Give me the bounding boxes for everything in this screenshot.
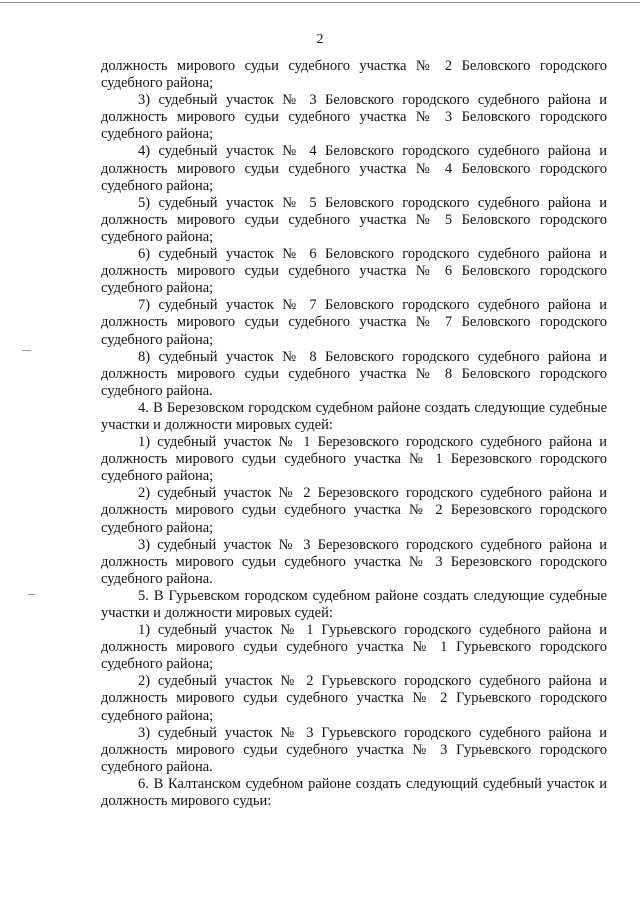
paragraph: 5. В Гурьевском городском судебном районе создать следующие судебные участки и должности мировых судей: xyxy=(101,587,607,621)
paragraph: 4) судебный участок № 4 Беловского городского судебного района и должность мирового судьи судебного участка № 4 Беловского городского судебного района; xyxy=(101,143,607,194)
paragraph: 2) судебный участок № 2 Гурьевского городского судебного района и должность мирового судьи судебного участка № 2 Гурьевского городского судебного района; xyxy=(101,673,607,724)
paragraph: 6) судебный участок № 6 Беловского городского судебного района и должность мирового судьи судебного участка № 6 Беловского городского судебного района; xyxy=(101,246,607,297)
paragraph: 6. В Калтанском судебном районе создать следующий судебный участок и должность мирового судьи: xyxy=(101,775,607,810)
margin-scan-mark xyxy=(28,594,35,595)
paragraph: 3) судебный участок № 3 Гурьевского городского судебного района и должность мирового судьи судебного участка № 3 Гурьевского городского судебного района. xyxy=(101,724,607,775)
paragraph: 3) судебный участок № 3 Березовского городского судебного района и должность мирового судьи судебного участка № 3 Березовского городского судебного района. xyxy=(101,536,607,587)
margin-scan-mark xyxy=(22,350,31,351)
paragraph: 1) судебный участок № 1 Гурьевского городского судебного района и должность мирового судьи судебного участка № 1 Гурьевского городского судебного района; xyxy=(101,622,607,673)
paragraph: 2) судебный участок № 2 Березовского городского судебного района и должность мирового судьи судебного участка № 2 Березовского городского судебного района; xyxy=(101,485,607,536)
paragraph: 8) судебный участок № 8 Беловского городского судебного района и должность мирового судьи судебного участка № 8 Беловского городского судебного района. xyxy=(101,348,607,399)
paragraph: 7) судебный участок № 7 Беловского городского судебного района и должность мирового судьи судебного участка № 7 Беловского городского судебного района; xyxy=(101,297,607,348)
page-number: 2 xyxy=(316,32,324,47)
document-body xyxy=(101,58,607,810)
paragraph: 3) судебный участок № 3 Беловского городского судебного района и должность мирового судьи судебного участка № 3 Беловского городского судебного района; xyxy=(101,92,607,143)
paragraph: 1) судебный участок № 1 Березовского городского судебного района и должность мирового судьи судебного участка № 1 Березовского городского судебного района; xyxy=(101,434,607,485)
paragraph: 5) судебный участок № 5 Беловского городского судебного района и должность мирового судьи судебного участка № 5 Беловского городского судебного района; xyxy=(101,194,607,245)
top-border-line xyxy=(0,2,640,3)
paragraph: 4. В Березовском городском судебном районе создать следующие судебные участки и должности мировых судей: xyxy=(101,399,607,433)
paragraph: должность мирового судьи судебного участка № 2 Беловского городского судебного района; xyxy=(101,58,607,92)
